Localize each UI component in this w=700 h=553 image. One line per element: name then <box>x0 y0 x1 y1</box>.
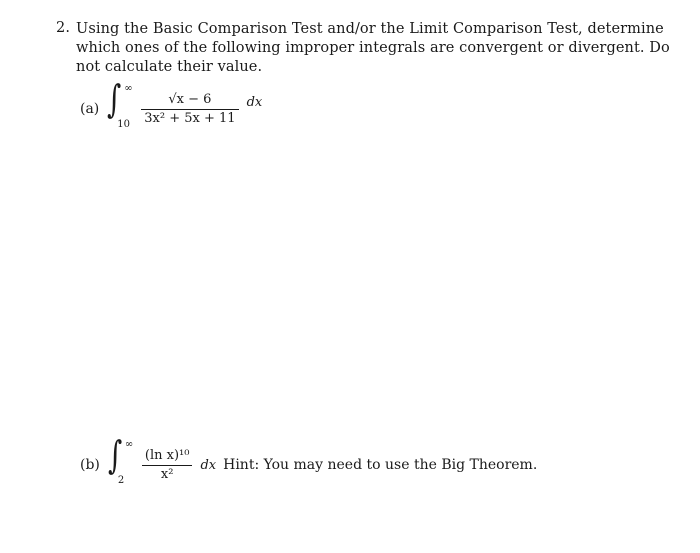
fraction-bar <box>142 465 193 466</box>
integrand-fraction <box>142 448 193 483</box>
part-label: (b) <box>80 457 100 473</box>
integral-symbol: ∫ <box>107 433 123 477</box>
integrand-fraction <box>141 92 238 127</box>
part-b <box>80 433 538 488</box>
problem-text: Using the Basic Comparison Test and/or the Limit Comparison Test, determine which ones of the following improper integrals are convergent or divergent. Do not calculate their value. <box>76 21 670 75</box>
hint-text: Hint: You may need to use the Big Theorem. <box>223 457 538 473</box>
lower-limit: 10 <box>117 119 131 130</box>
part-a <box>80 77 263 132</box>
numerator: (ln x)¹⁰ <box>144 447 190 463</box>
fraction-bar <box>141 109 238 110</box>
upper-limit: ∞ <box>124 439 134 450</box>
lower-limit: 2 <box>117 475 125 486</box>
integral-sign <box>107 433 138 488</box>
differential: dx <box>246 94 263 110</box>
differential: dx <box>200 457 217 473</box>
numerator: √x − 6 <box>168 91 212 107</box>
integral-sign <box>107 77 137 132</box>
denominator: x² <box>160 466 174 482</box>
problem-number: 2. <box>56 20 71 36</box>
upper-limit: ∞ <box>124 83 133 94</box>
integral-symbol: ∫ <box>107 77 122 121</box>
part-label: (a) <box>80 101 100 117</box>
denominator: 3x² + 5x + 11 <box>144 110 236 126</box>
